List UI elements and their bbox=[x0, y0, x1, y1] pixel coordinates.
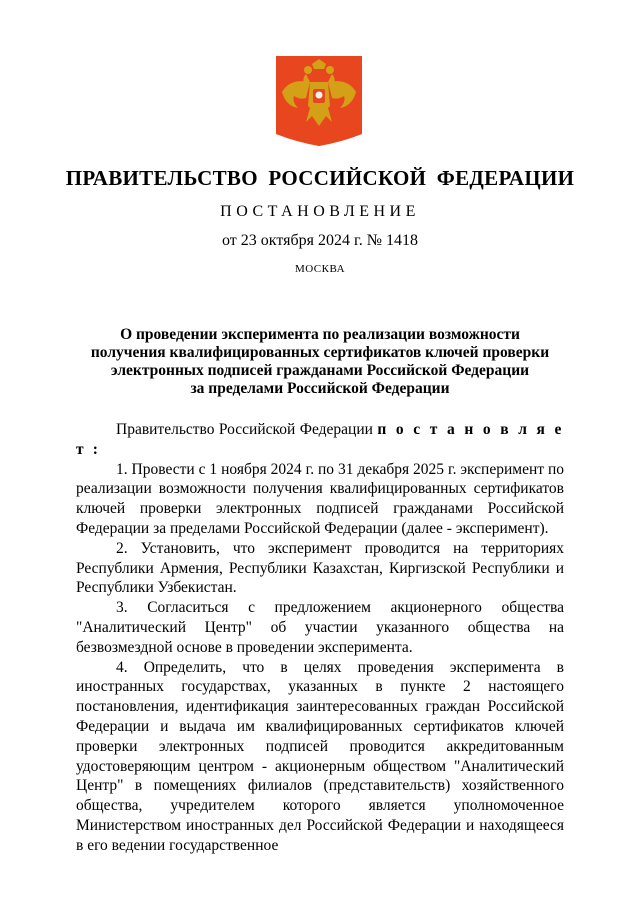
paragraph-1: 1. Провести с 1 ноября 2024 г. по 31 декабря 2025 г. эксперимент по реализации возможности получения квалифицированных сертификатов ключей проверки электронных подписей гражданами Российской Федерации за пределами Российской Федерации (далее - эксперимент). bbox=[76, 460, 564, 537]
paragraph-3: 3. Согласиться с предложением акционерного общества "Аналитический Центр" об участии указанного общества на безвозмездной основе в проведении эксперимента. bbox=[76, 599, 564, 656]
coat-of-arms-icon bbox=[276, 56, 362, 146]
heading-line: получения квалифицированных сертификатов ключей проверки bbox=[90, 344, 550, 361]
intro-decree-word: п о с т а н о в л я е т : bbox=[76, 421, 564, 458]
intro-paragraph bbox=[76, 420, 564, 460]
paragraph-4: 4. Определить, что в целях проведения эксперимента в иностранных государствах, указанных в пункте 2 настоящего постановления, идентификация заинтересованных граждан Российской Федерации и выдача им квалифицированных сертификатов ключей проверки электронных подписей проводится аккредитованным удостоверяющим центром - акционерным обществом "Аналитический Центр" в помещениях филиалов (представительств) хозяйственного общества, учредителем которого является уполномоченное Министерством иностранных дел Российской Федерации и находящееся в его ведении государственное bbox=[76, 658, 564, 854]
document-city: МОСКВА bbox=[294, 263, 346, 275]
document-type: ПОСТАНОВЛЕНИЕ bbox=[220, 203, 420, 220]
document-heading bbox=[80, 326, 560, 398]
government-title: ПРАВИТЕЛЬСТВО РОССИЙСКОЙ ФЕДЕРАЦИИ bbox=[65, 166, 575, 190]
paragraph-2: 2. Установить, что эксперимент проводится на территориях Республики Армения, Республики Казахстан, Киргизской Республики и Республики Узбекистан. bbox=[76, 539, 564, 597]
heading-line: за пределами Российской Федерации bbox=[190, 380, 450, 397]
document-date-number: от 23 октября 2024 г. № 1418 bbox=[221, 232, 418, 249]
heading-line: О проведении эксперимента по реализации возможности bbox=[120, 326, 520, 343]
heading-line: электронных подписей гражданами Российской Федерации bbox=[110, 362, 530, 379]
intro-text: Правительство Российской Федерации bbox=[116, 421, 378, 438]
document-body bbox=[76, 420, 564, 856]
